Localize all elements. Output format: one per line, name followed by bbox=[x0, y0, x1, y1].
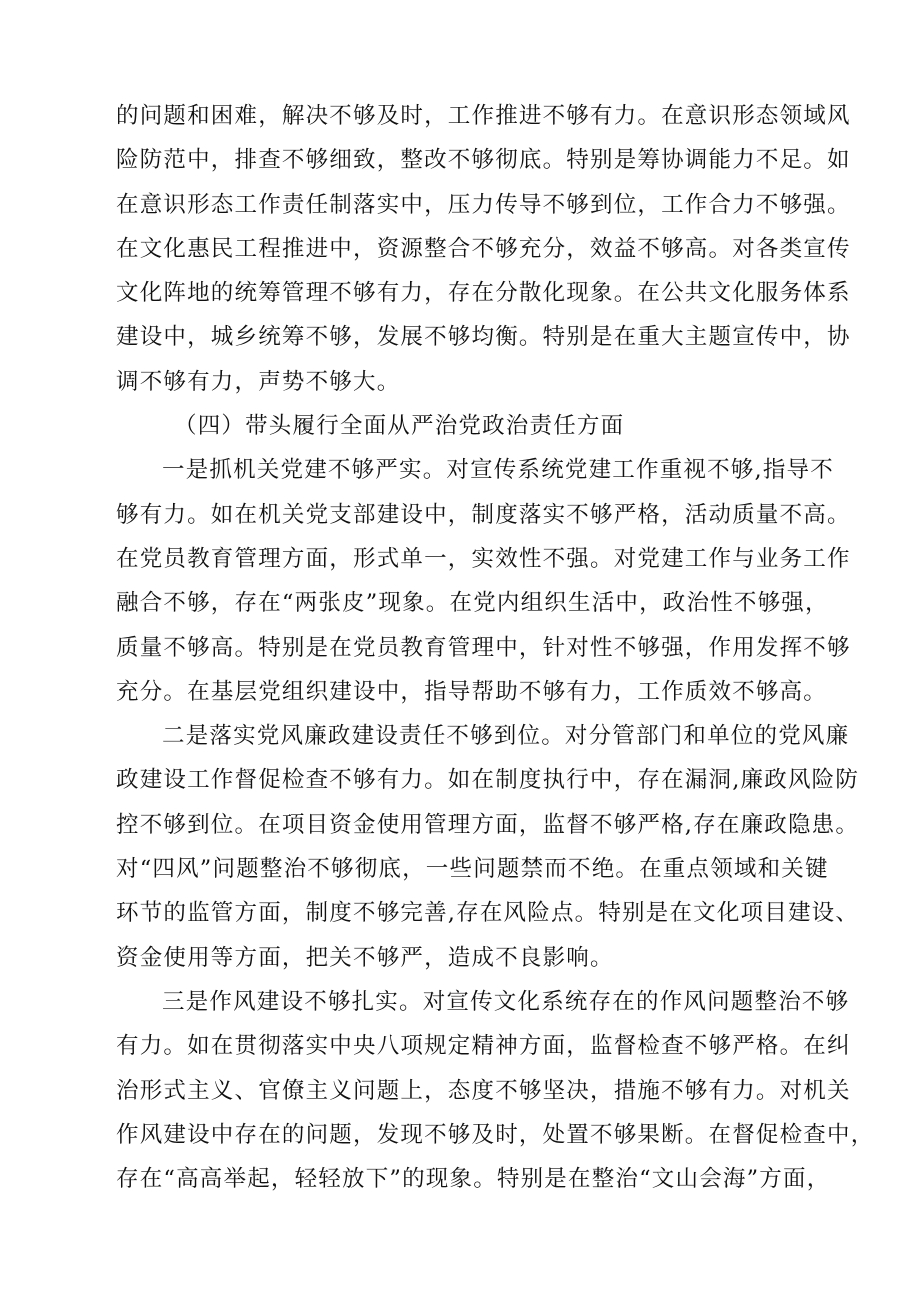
section-heading bbox=[116, 404, 836, 448]
text-line: 三是作风建设不够扎实。对宣传文化系统存在的作风问题整治不够 bbox=[162, 988, 850, 1015]
paragraph-work-style bbox=[116, 980, 875, 1201]
text-line: 一是抓机关党建不够严实。对宣传系统党建工作重视不够,指导不 bbox=[162, 457, 834, 484]
text-line: 的问题和困难，解决不够及时，工作推进不够有力。在意识形态领域风 bbox=[116, 103, 851, 129]
text-line: 治形式主义、官僚主义问题上，态度不够坚决，措施不够有力。对机关 bbox=[116, 1077, 851, 1104]
text-line: 存在“高高举起，轻轻放下”的现象。特别是在整治“文山会海”方面， bbox=[116, 1166, 831, 1193]
text-line: 二是落实党风廉政建设责任不够到位。对分管部门和单位的党风廉 bbox=[162, 723, 850, 750]
text-line: 环节的监管方面，制度不够完善,存在风险点。特别是在文化项目建设、 bbox=[116, 900, 860, 927]
text-line: 在党员教育管理方面，形式单一，实效性不强。对党建工作与业务工作 bbox=[116, 545, 851, 572]
text-line: 在文化惠民工程推进中，资源整合不够充分，效益不够高。对各类宣传 bbox=[116, 235, 851, 262]
text-line: 够有力。如在机关党支部建设中，制度落实不够严格，活动质量不高。 bbox=[116, 501, 851, 528]
text-line: 有力。如在贯彻落实中央八项规定精神方面，监督检查不够严格。在纠 bbox=[116, 1033, 851, 1060]
paragraph-continued bbox=[116, 94, 851, 404]
text-line: 充分。在基层党组织建设中，指导帮助不够有力，工作质效不够高。 bbox=[116, 678, 828, 705]
text-line: 调不够有力，声势不够大。 bbox=[116, 368, 401, 395]
paragraph-party-building bbox=[116, 448, 851, 714]
text-line: 控不够到位。在项目资金使用管理方面，监督不够严格,存在廉政隐患。 bbox=[116, 811, 860, 838]
text-line: 险防范中，排查不够细致，整改不够彻底。特别是筹协调能力不足。如 bbox=[116, 147, 851, 174]
text-line: 在意识形态工作责任制落实中，压力传导不够到位，工作合力不够强。 bbox=[116, 191, 851, 218]
text-line: 建设中，城乡统筹不够，发展不够均衡。特别是在重大主题宣传中，协 bbox=[116, 324, 851, 351]
text-line: 融合不够，存在“两张皮”现象。在党内组织生活中，政治性不够强， bbox=[116, 590, 829, 617]
text-line: 文化阵地的统筹管理不够有力，存在分散化现象。在公共文化服务体系 bbox=[116, 280, 851, 307]
document-body bbox=[116, 94, 875, 1201]
text-line: 质量不够高。特别是在党员教育管理中，针对性不够强，作用发挥不够 bbox=[116, 634, 851, 661]
paragraph-clean-governance bbox=[116, 714, 860, 980]
text-line: 对“四风”问题整治不够彻底，一些问题禁而不绝。在重点领域和关键 bbox=[116, 856, 829, 883]
text-line: 政建设工作督促检查不够有力。如在制度执行中，存在漏洞,廉政风险防 bbox=[116, 767, 860, 794]
text-line: 资金使用等方面，把关不够严，造成不良影响。 bbox=[116, 944, 614, 971]
text-line: 作风建设中存在的问题，发现不够及时，处置不够果断。在督促检查中， bbox=[116, 1121, 875, 1148]
section-heading-text: （四）带头履行全面从严治党政治责任方面 bbox=[174, 413, 625, 440]
